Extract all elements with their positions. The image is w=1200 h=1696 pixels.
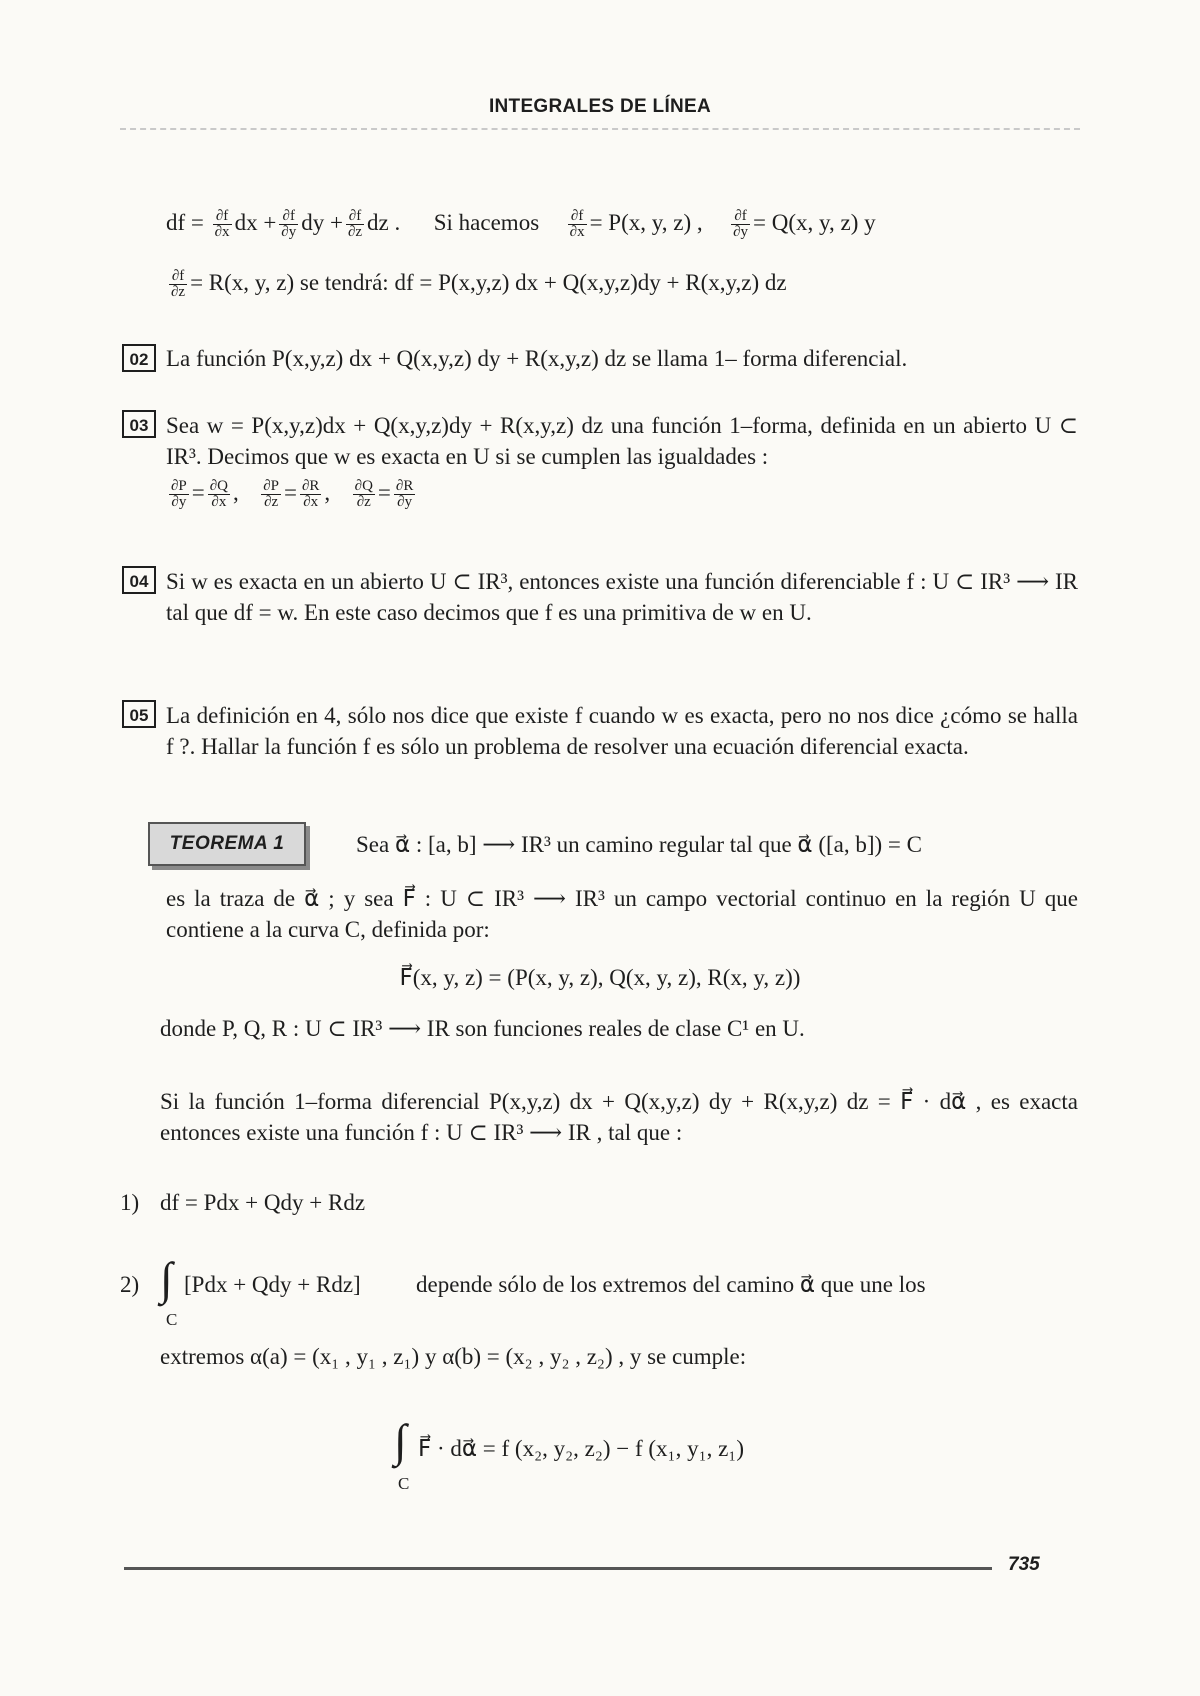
partial-f-y-2: $\frac{\partial f}{\partial y}$ (733, 208, 749, 241)
integral-subscript: C (166, 1310, 178, 1329)
list-number-1: 1) (120, 1190, 140, 1215)
partial-R-x: $\frac{\partial R}{\partial x}$ (302, 478, 320, 511)
theorem-line-1: Sea α⃗ : [a, b] ⟶ IR³ un camino regular tal que α⃗ ([a, b]) = C (356, 832, 922, 857)
partial-R-y: $\frac{\partial R}{\partial y}$ (395, 478, 414, 511)
theorem-label: TEOREMA 1 (148, 822, 306, 866)
partial-f-x-2: $\frac{\partial f}{\partial x}$ (569, 208, 585, 241)
final-formula: F⃗ · dα⃗ = f (x₂, y₂, z₂) − f (x₁, y₁, z₁) (418, 1436, 744, 1461)
item-05-text: La definición en 4, sólo nos dice que existe f cuando w es exacta, pero no nos dice ¿cómo se halla f ?. Hallar la función f es sólo un problema de resolver una ecuación diferencial exacta. (166, 703, 1078, 759)
item-03-text: Sea w = P(x,y,z)dx + Q(x,y,z)dy + R(x,y,z) dz una función 1–forma, definida en un abierto U ⊂ IR³. Decimos que w es exacta en U si se cumplen las igualdades : (166, 413, 1078, 469)
si-hacemos: Si hacemos (433, 210, 540, 235)
list-item-2-integrand: [Pdx + Qdy + Rdz] (184, 1272, 361, 1297)
item-number-05: 05 (122, 700, 156, 728)
vector-field-formula: F⃗(x, y, z) = (P(x, y, z), Q(x, y, z), R(x, y, z)) (399, 965, 801, 990)
intro-line-2: $\frac{\partial f}{\partial z}$ = R(x, y, z) se tendrá: df = P(x,y,z) dx + Q(x,y,z)dy + R(x,y,z) dz (171, 268, 787, 301)
partial-P-y: $\frac{\partial P}{\partial y}$ (171, 478, 187, 511)
integral-subscript-final: C (398, 1474, 410, 1493)
page-number: 735 (1008, 1554, 1040, 1575)
list-number-2: 2) (120, 1272, 140, 1297)
item-04-text: Si w es exacta en un abierto U ⊂ IR³, entonces existe una función diferenciable f : U ⊂ IR³ ⟶ IR tal que df = w. En este caso decimos que f es una primitiva de w en U. (166, 569, 1078, 625)
exact-form-paragraph: Si la función 1–forma diferencial P(x,y,z) dx + Q(x,y,z) dy + R(x,y,z) dz = F⃗ · dα⃗ , es exacta entonces existe una función f : U ⊂ IR³ ⟶ IR , tal que : (160, 1089, 1078, 1145)
item-03-equalities: $\frac{\partial P}{\partial y}$ = $\frac{\partial Q}{\partial x}$ , $\frac{\partial P}{\partial z}$ = $\frac{\partial R}{\partial x}$ , $\frac{\partial Q}{\partial z}$ = $\frac{\partial R}{\partial y}$ (171, 478, 414, 511)
header-rule (120, 128, 1080, 130)
integral-sign-final: ∫ (394, 1415, 407, 1466)
partial-f-y: $\frac{\partial f}{\partial y}$ (281, 208, 297, 241)
page-header: INTEGRALES DE LÍNEA (488, 96, 712, 117)
partial-P-z: $\frac{\partial P}{\partial z}$ (263, 478, 280, 511)
theorem-paragraph-1: es la traza de α⃗ ; y sea F⃗ : U ⊂ IR³ ⟶ IR³ un campo vectorial continuo en la región U que contiene a la curva C, definida por: (166, 886, 1078, 942)
item-number-03: 03 (122, 410, 156, 438)
integral-sign: ∫ (160, 1253, 173, 1304)
class-c1-line: donde P, Q, R : U ⊂ IR³ ⟶ IR son funciones reales de clase C¹ en U. (160, 1016, 805, 1041)
list-item-1: df = Pdx + Qdy + Rdz (160, 1190, 366, 1215)
intro-line-1: df = $\frac{\partial f}{\partial x}$ dx + $\frac{\partial f}{\partial y}$ dy + $\frac{\partial f}{\partial z}$ dz . Si hacemos $\frac{\partial f}{\partial x}$ = P(x, y, z) , $\frac{\partial f}{\partial y}$ = Q(x, y, z) y (166, 208, 876, 241)
partial-f-x: $\frac{\partial f}{\partial x}$ (214, 208, 230, 241)
partial-f-z-2: $\frac{\partial f}{\partial z}$ (171, 268, 186, 301)
partial-Q-x: $\frac{\partial Q}{\partial x}$ (209, 478, 228, 511)
item-02-text: La función P(x,y,z) dx + Q(x,y,z) dy + R(x,y,z) dz se llama 1– forma diferencial. (166, 346, 908, 371)
df-label: df = (166, 210, 210, 235)
partial-f-z: $\frac{\partial f}{\partial z}$ (347, 208, 363, 241)
item-number-02: 02 (122, 344, 156, 372)
partial-Q-z: $\frac{\partial Q}{\partial z}$ (354, 478, 373, 511)
footer-rule (124, 1567, 992, 1570)
extremos-line: extremos α(a) = (x₁ , y₁ , z₁) y α(b) = (x₂ , y₂ , z₂) , y se cumple: (160, 1344, 747, 1369)
list-item-2-text: depende sólo de los extremos del camino α⃗ que une los (416, 1272, 926, 1297)
item-number-04: 04 (122, 566, 156, 594)
